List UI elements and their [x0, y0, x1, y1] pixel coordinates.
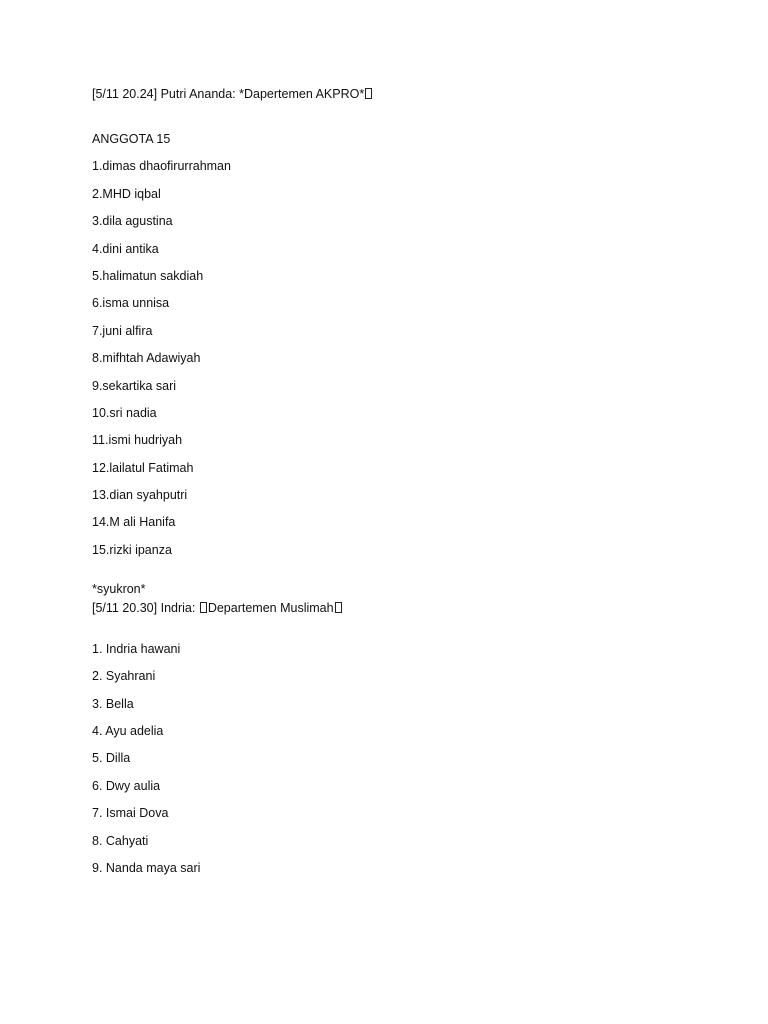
list-item: 3.dila agustina — [92, 214, 173, 229]
list-item: 8.mifhtah Adawiyah — [92, 351, 201, 366]
list-item: 9.sekartika sari — [92, 378, 177, 393]
list-item: 6.isma unnisa — [92, 296, 170, 311]
list-item: 1.dimas dhaofirurrahman — [92, 159, 231, 174]
missing-glyph-icon — [365, 88, 372, 99]
list-item: 3. Bella — [92, 696, 134, 711]
chat-export-document — [92, 86, 732, 877]
message-header-2 — [92, 600, 732, 617]
timestamp: [5/11 20.24] — [92, 87, 158, 101]
list-item: 2.MHD iqbal — [92, 186, 161, 201]
list-item: 4.dini antika — [92, 241, 159, 256]
blank-line — [92, 617, 732, 641]
member-list-akpro — [92, 158, 732, 558]
missing-glyph-icon — [335, 602, 342, 613]
message-text: *Dapertemen AKPRO* — [239, 87, 365, 101]
list-item: 5. Dilla — [92, 751, 131, 766]
list-item: 13.dian syahputri — [92, 488, 188, 503]
closing-text: *syukron* — [92, 581, 146, 596]
sender-name: Indria: — [160, 600, 196, 615]
list-item: 10.sri nadia — [92, 405, 157, 420]
list-item: 11.ismi hudriyah — [92, 433, 183, 448]
message-header-1 — [92, 86, 732, 103]
sender-name: Putri Ananda: — [160, 87, 236, 101]
list-item: 7.juni alfira — [92, 323, 153, 338]
list-item: 5.halimatun sakdiah — [92, 268, 204, 283]
list-item: 15.rizki ipanza — [92, 542, 172, 557]
list-item: 6. Dwy aulia — [92, 778, 161, 793]
blank-line — [92, 559, 732, 581]
list-item: 8. Cahyati — [92, 833, 149, 848]
member-list-muslimah — [92, 641, 732, 877]
missing-glyph-icon — [200, 602, 207, 613]
timestamp: [5/11 20.30] — [92, 600, 158, 615]
section-heading: ANGGOTA 15 — [92, 132, 171, 146]
blank-line — [92, 103, 732, 131]
list-item: 14.M ali Hanifa — [92, 515, 176, 530]
list-item: 2. Syahrani — [92, 669, 156, 684]
list-item: 7. Ismai Dova — [92, 806, 169, 821]
list-item: 4. Ayu adelia — [92, 724, 164, 739]
message-text: Departemen Muslimah — [207, 600, 334, 615]
list-item: 12.lailatul Fatimah — [92, 460, 194, 475]
list-item: 1. Indria hawani — [92, 641, 181, 656]
list-item: 9. Nanda maya sari — [92, 860, 201, 875]
